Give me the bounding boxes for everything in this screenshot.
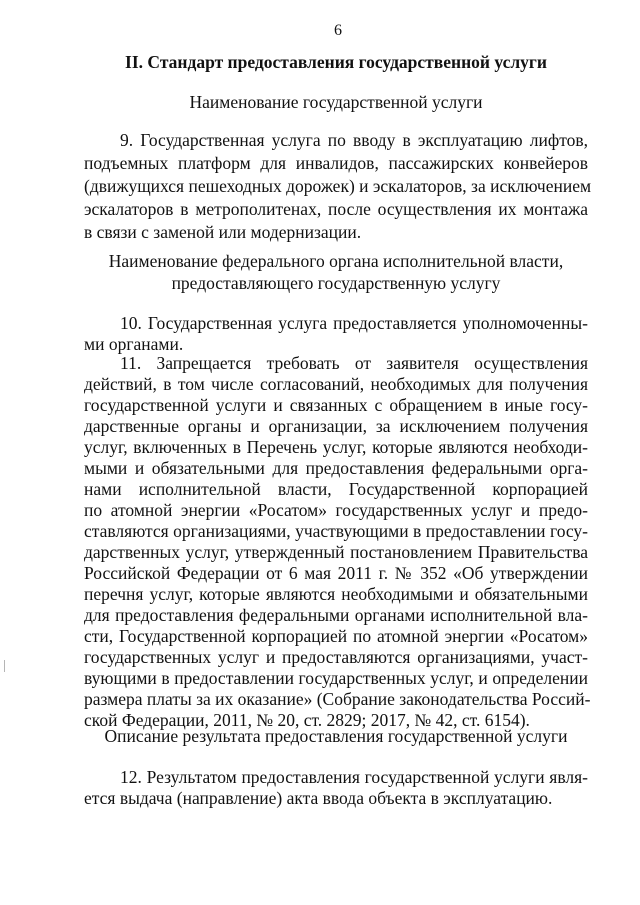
- paragraph-line: сти, Государственной корпорацией по атомной энергии «Росатом»: [84, 626, 588, 646]
- subheading-service-name: Наименование государственной услуги: [189, 92, 483, 112]
- subheading-authority-line-1: Наименование федерального органа исполнительной власти,: [108, 251, 564, 271]
- paragraph-line: услуг, включенных в Перечень услуг, которые являются необходи-: [84, 437, 588, 457]
- paragraph-line: 12. Результатом предоставления государственной услуги явля-: [120, 767, 588, 787]
- scan-margin-mark: [4, 660, 5, 672]
- paragraph-line: перечня услуг, которые являются необходимыми и обязательными: [84, 584, 588, 604]
- paragraph-line: размера платы за их оказание» (Собрание законодательства Россий-: [84, 689, 591, 709]
- paragraph-line: подъемных платформ для инвалидов, пассажирских конвейеров: [84, 153, 588, 173]
- paragraph-line: для предоставления федеральными органами исполнительной вла-: [84, 605, 588, 625]
- paragraph-line: эскалаторов в метрополитенах, после осуществления их монтажа: [84, 199, 588, 219]
- paragraph-line: по атомной энергии «Росатом» государственных услуг и предо-: [84, 500, 588, 520]
- paragraph-line: ется выдача (направление) акта ввода объекта в эксплуатацию.: [84, 788, 553, 808]
- paragraph-line: Российской Федерации от 6 мая 2011 г. № 352 «Об утверждении: [84, 563, 588, 583]
- paragraph-line: дарственных услуг, утвержденный постановлением Правительства: [84, 542, 588, 562]
- paragraph-line: нами исполнительной власти, Государственной корпорацией: [84, 479, 588, 499]
- paragraph-line: ставляются организациями, участвующими в предоставлении госу-: [84, 521, 588, 541]
- paragraph-line: в связи с заменой или модернизации.: [84, 222, 362, 242]
- subheading-result: Описание результата предоставления государственной услуги: [104, 726, 568, 746]
- paragraph-line: мыми и обязательными для предоставления федеральными орга-: [84, 458, 588, 478]
- paragraph-line: вующими в предоставлении государственных услуг, и определении: [84, 668, 588, 688]
- paragraph-line: ской Федерации, 2011, № 20, ст. 2829; 2017, № 42, ст. 6154).: [84, 710, 530, 730]
- subheading-authority-line-2: предоставляющего государственную услугу: [171, 273, 501, 293]
- paragraph-line: ми органами.: [84, 334, 184, 354]
- paragraph-line: 9. Государственная услуга по вводу в эксплуатацию лифтов,: [120, 130, 588, 150]
- page-number: 6: [334, 22, 342, 39]
- paragraph-line: государственной услуги и связанных с обращением в иные госу-: [84, 395, 588, 415]
- section-title: II. Стандарт предоставления государственной услуги: [125, 52, 547, 72]
- paragraph-line: государственных услуг и предоставляются организациями, участ-: [84, 647, 588, 667]
- paragraph-line: действий, в том числе согласований, необходимых для получения: [84, 374, 588, 394]
- paragraph-line: дарственные органы и организации, за исключением получения: [84, 416, 588, 436]
- paragraph-line: 10. Государственная услуга предоставляется уполномоченны-: [120, 313, 588, 333]
- paragraph-line: 11. Запрещается требовать от заявителя осуществления: [120, 353, 588, 373]
- paragraph-line: (движущихся пешеходных дорожек) и эскалаторов, за исключением: [84, 176, 592, 196]
